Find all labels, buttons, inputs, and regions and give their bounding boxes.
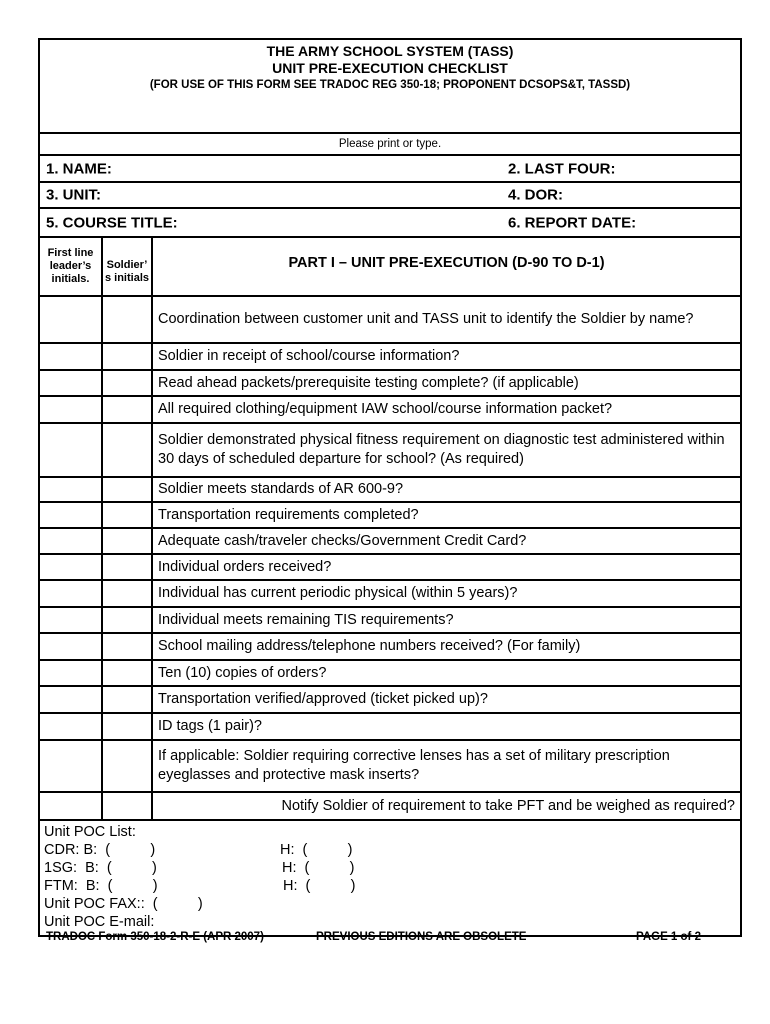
soldier-initials-cell[interactable] bbox=[102, 370, 152, 396]
checklist-item-text: Read ahead packets/prerequisite testing complete? (if applicable) bbox=[152, 370, 740, 396]
soldier-initials-cell[interactable] bbox=[102, 477, 152, 502]
checklist-item bbox=[40, 607, 740, 633]
form-subtitle: UNIT PRE-EXECUTION CHECKLIST bbox=[272, 60, 508, 76]
part-title: PART I – UNIT PRE-EXECUTION (D-90 TO D-1) bbox=[152, 238, 740, 296]
poc-email: Unit POC E-mail: bbox=[44, 914, 155, 930]
1sg-phone: 1SG: B: ( ) bbox=[44, 860, 157, 876]
leader-initials-cell[interactable] bbox=[40, 740, 102, 792]
leader-initials-cell[interactable] bbox=[40, 580, 102, 607]
leader-initials-cell[interactable] bbox=[40, 554, 102, 580]
soldier-initials-cell[interactable] bbox=[102, 740, 152, 792]
unit-poc-list[interactable] bbox=[40, 821, 740, 935]
instruction: Please print or type. bbox=[40, 134, 740, 156]
checklist-item bbox=[40, 660, 740, 686]
poc-title: Unit POC List: bbox=[44, 824, 136, 840]
checklist-item-text: School mailing address/telephone numbers received? (For family) bbox=[152, 633, 740, 660]
checklist-item-text: Coordination between customer unit and TASS unit to identify the Soldier by name? bbox=[152, 296, 740, 343]
1sg-home-phone: H: ( ) bbox=[282, 860, 355, 876]
soldier-initials-cell[interactable] bbox=[102, 528, 152, 554]
checklist-item bbox=[40, 396, 740, 423]
checklist-item bbox=[40, 528, 740, 554]
soldier-initials-cell[interactable] bbox=[102, 343, 152, 370]
form-reference: (FOR USE OF THIS FORM SEE TRADOC REG 350-18; PROPONENT DCSOPS&T, TASSD) bbox=[149, 79, 631, 91]
checklist-item bbox=[40, 554, 740, 580]
poc-fax: Unit POC FAX:: ( ) bbox=[44, 896, 203, 912]
checklist-item bbox=[40, 423, 740, 477]
leader-initials-cell[interactable] bbox=[40, 686, 102, 713]
checklist-item-text: Individual has current periodic physical (within 5 years)? bbox=[152, 580, 740, 607]
checklist-item bbox=[40, 502, 740, 528]
unit-row[interactable] bbox=[40, 183, 740, 209]
checklist-table bbox=[40, 238, 740, 821]
name-row[interactable] bbox=[40, 156, 740, 183]
checklist-item-text: Individual orders received? bbox=[152, 554, 740, 580]
soldier-initials-cell[interactable] bbox=[102, 580, 152, 607]
page-number: PAGE 1 of 2 bbox=[636, 931, 701, 943]
cdr-home-phone: H: ( ) bbox=[280, 842, 353, 858]
ftm-phone: FTM: B: ( ) bbox=[44, 878, 158, 894]
leader-initials-cell[interactable] bbox=[40, 607, 102, 633]
cdr-phone: CDR: B: ( ) bbox=[44, 842, 156, 858]
name-label: 1. NAME: bbox=[46, 160, 112, 177]
checklist-item-text: Transportation requirements completed? bbox=[152, 502, 740, 528]
checklist-item bbox=[40, 792, 740, 820]
soldier-initials-cell[interactable] bbox=[102, 423, 152, 477]
ftm-home-phone: H: ( ) bbox=[283, 878, 356, 894]
leader-initials-cell[interactable] bbox=[40, 396, 102, 423]
checklist-item-text: Transportation verified/approved (ticket picked up)? bbox=[152, 686, 740, 713]
soldier-initials-cell[interactable] bbox=[102, 792, 152, 820]
checklist-item-text: Soldier in receipt of school/course information? bbox=[152, 343, 740, 370]
checklist-form bbox=[38, 38, 742, 937]
checklist-item bbox=[40, 370, 740, 396]
checklist-item bbox=[40, 343, 740, 370]
course-title-label: 5. COURSE TITLE: bbox=[46, 214, 178, 231]
leader-initials-cell[interactable] bbox=[40, 792, 102, 820]
soldier-initials-cell[interactable] bbox=[102, 396, 152, 423]
leader-initials-cell[interactable] bbox=[40, 660, 102, 686]
checklist-item bbox=[40, 477, 740, 502]
leader-initials-cell[interactable] bbox=[40, 477, 102, 502]
checklist-item-text: ID tags (1 pair)? bbox=[152, 713, 740, 740]
unit-label: 3. UNIT: bbox=[46, 186, 102, 204]
leader-initials-cell[interactable] bbox=[40, 502, 102, 528]
soldier-initials-cell[interactable] bbox=[102, 502, 152, 528]
leader-initials-cell[interactable] bbox=[40, 713, 102, 740]
leader-initials-header: First line leader’s initials. bbox=[40, 238, 102, 296]
checklist-item-text: Soldier meets standards of AR 600-9? bbox=[152, 477, 740, 502]
form-title: THE ARMY SCHOOL SYSTEM (TASS) bbox=[266, 43, 514, 59]
soldier-initials-cell[interactable] bbox=[102, 296, 152, 343]
soldier-initials-cell[interactable] bbox=[102, 713, 152, 740]
checklist-item-text: Adequate cash/traveler checks/Government Credit Card? bbox=[152, 528, 740, 554]
soldier-initials-cell[interactable] bbox=[102, 686, 152, 713]
soldier-initials-cell[interactable] bbox=[102, 633, 152, 660]
checklist-item bbox=[40, 296, 740, 343]
checklist-item-text: Ten (10) copies of orders? bbox=[152, 660, 740, 686]
checklist-item bbox=[40, 740, 740, 792]
dor-label: 4. DOR: bbox=[508, 186, 564, 204]
checklist-item-text: If applicable: Soldier requiring corrective lenses has a set of military prescription eyeglasses and protective mask inserts? bbox=[152, 740, 740, 792]
leader-initials-cell[interactable] bbox=[40, 296, 102, 343]
course-row[interactable] bbox=[40, 209, 740, 238]
soldier-initials-cell[interactable] bbox=[102, 607, 152, 633]
checklist-item-text: Notify Soldier of requirement to take PFT and be weighed as required? bbox=[152, 792, 740, 820]
checklist-item bbox=[40, 713, 740, 740]
soldier-initials-cell[interactable] bbox=[102, 554, 152, 580]
soldier-initials-header: Soldier’ s initials bbox=[102, 238, 152, 296]
leader-initials-cell[interactable] bbox=[40, 528, 102, 554]
leader-initials-cell[interactable] bbox=[40, 343, 102, 370]
checklist-item-text: All required clothing/equipment IAW school/course information packet? bbox=[152, 396, 740, 423]
part-header bbox=[40, 238, 740, 296]
form-number: TRADOC Form 350-18-2-R-E (APR 2007) bbox=[46, 931, 264, 943]
report-date-label: 6. REPORT DATE: bbox=[508, 214, 637, 231]
leader-initials-cell[interactable] bbox=[40, 370, 102, 396]
leader-initials-cell[interactable] bbox=[40, 633, 102, 660]
checklist-item bbox=[40, 633, 740, 660]
leader-initials-cell[interactable] bbox=[40, 423, 102, 477]
soldier-initials-cell[interactable] bbox=[102, 660, 152, 686]
checklist-item-text: Soldier demonstrated physical fitness requirement on diagnostic test administered within 30 days of scheduled departure for school? (As required) bbox=[152, 423, 740, 477]
checklist-item bbox=[40, 580, 740, 607]
last-four-label: 2. LAST FOUR: bbox=[508, 160, 616, 177]
obsolete-notice: PREVIOUS EDITIONS ARE OBSOLETE bbox=[316, 931, 527, 943]
checklist-item-text: Individual meets remaining TIS requirements? bbox=[152, 607, 740, 633]
checklist-item bbox=[40, 686, 740, 713]
form-header bbox=[40, 40, 740, 134]
